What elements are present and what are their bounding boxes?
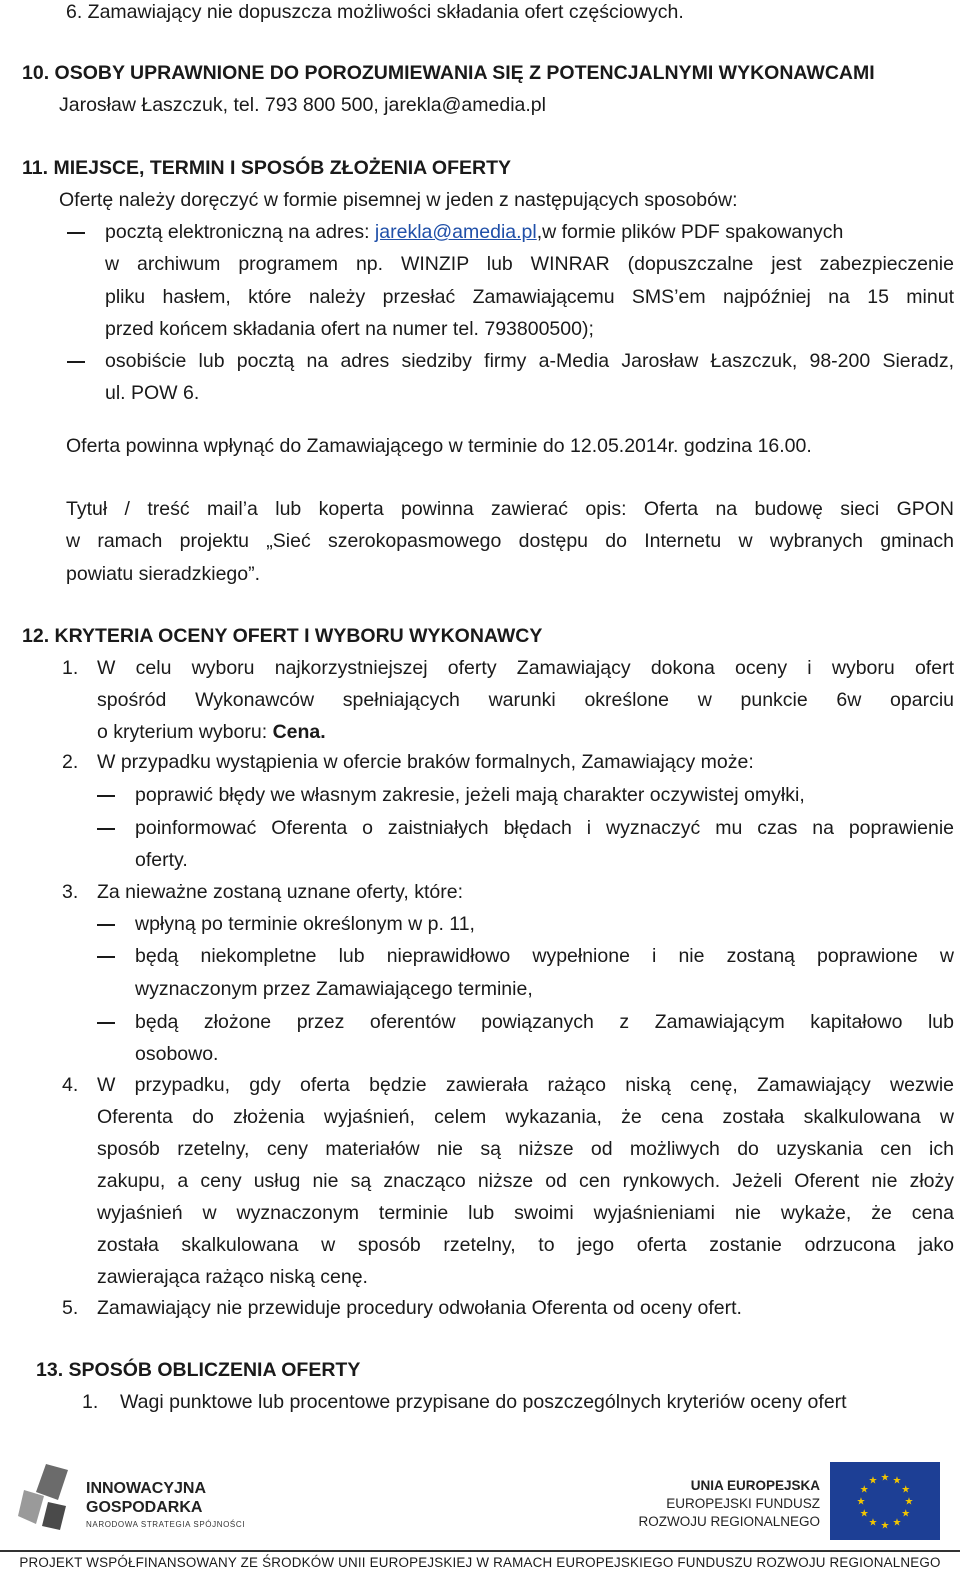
bullet-email-text-2: ,w formie plików PDF spakowanych bbox=[536, 221, 844, 243]
point-4-line1: W przypadku, gdy oferta będzie zawierała rażąco niską cenę, Zamawiający wezwie bbox=[97, 1074, 954, 1096]
title-desc-line2: w ramach projektu „Sieć szerokopasmowego dostępu do Internetu w wybranych gminach bbox=[66, 530, 954, 552]
point-3-line1: Za nieważne zostaną uznane oferty, które: bbox=[97, 881, 464, 903]
point-3-bullet-3-line1: będą złożone przez oferentów powiązanych z Zamawiającym kapitałowo lub bbox=[135, 1011, 954, 1033]
heading-13: 13. SPOSÓB OBLICZENIA OFERTY bbox=[36, 1359, 361, 1381]
bullet-dash bbox=[97, 924, 115, 926]
point-3-bullet-2-line2: wyznaczonym przez Zamawiającego terminie, bbox=[135, 978, 533, 1000]
heading-12: 12. KRYTERIA OCENY OFERT I WYBORU WYKONAWCY bbox=[22, 625, 543, 647]
list-number: 1. bbox=[62, 657, 79, 679]
title-desc-line1: Tytuł / treść mail’a lub koperta powinna zawierać opis: Oferta na budowę sieci GPON bbox=[66, 498, 954, 520]
bullet-email-line2: w archiwum programem np. WINZIP lub WINRAR (dopuszczalne jest zabezpieczenie bbox=[105, 253, 954, 275]
list-number: 4. bbox=[62, 1074, 79, 1096]
bullet-dash bbox=[97, 1022, 115, 1024]
ig-logo-line1: INNOWACYJNA bbox=[86, 1480, 207, 1497]
bullet-dash bbox=[97, 795, 115, 797]
bullet-post-line2: ul. POW 6. bbox=[105, 382, 200, 404]
point-2-bullet-1: poprawić błędy we własnym zakresie, jeżeli mają charakter oczywistej omyłki, bbox=[135, 784, 805, 806]
contact-line: Jarosław Łaszczuk, tel. 793 800 500, jarekla@amedia.pl bbox=[59, 94, 546, 116]
eu-flag-icon bbox=[830, 1462, 940, 1540]
section-13-line1: Wagi punktowe lub procentowe przypisane do poszczególnych kryteriów oceny ofert bbox=[120, 1391, 847, 1413]
point-2-bullet-2-line2: oferty. bbox=[135, 849, 188, 871]
point-4-line4: zakupu, a ceny usług nie są znacząco niższe od cen rynkowych. Jeżeli Oferent nie złoży bbox=[97, 1170, 954, 1192]
eu-star-icon: ★ bbox=[892, 1517, 902, 1529]
eu-text-line2: EUROPEJSKI FUNDUSZ bbox=[666, 1496, 820, 1511]
title-desc-line3: powiatu sieradzkiego”. bbox=[66, 563, 261, 585]
list-number: 1. bbox=[82, 1391, 99, 1413]
bullet-email-line1 bbox=[105, 216, 954, 248]
point-1-line3 bbox=[97, 716, 326, 748]
bullet-post-line1: osobiście lub pocztą na adres siedziby firmy a-Media Jarosław Łaszczuk, 98-200 Sieradz, bbox=[105, 350, 954, 372]
point-4-line6: została skalkulowana w sposób rzetelny, to jego oferta zostanie odrzucona jako bbox=[97, 1234, 954, 1256]
eu-star-icon: ★ bbox=[904, 1496, 914, 1508]
point-4-line5: wyjaśnień w wyznaczonym terminie lub swoimi wyjaśnieniami nie wykaże, że cena bbox=[97, 1202, 954, 1224]
deadline-line: Oferta powinna wpłynąć do Zamawiającego w terminie do 12.05.2014r. godzina 16.00. bbox=[66, 435, 812, 457]
bullet-email-line3: pliku hasłem, które należy przesłać Zamawiającemu SMS’em najpóźniej na 15 minut bbox=[105, 286, 954, 308]
eu-star-icon: ★ bbox=[901, 1508, 911, 1520]
point-3-bullet-1: wpłyną po terminie określonym w p. 11, bbox=[135, 913, 475, 935]
point-1-line1: W celu wyboru najkorzystniejszej oferty Zamawiający dokona oceny i wyboru ofert bbox=[97, 657, 954, 679]
bullet-dash bbox=[67, 232, 85, 234]
bullet-dash bbox=[97, 956, 115, 958]
footer-text: PROJEKT WSPÓŁFINANSOWANY ZE ŚRODKÓW UNII EUROPEJSKIEJ W RAMACH EUROPEJSKIEGO FUNDUSZU ROZWOJU REGIONALNEGO bbox=[19, 1555, 941, 1570]
heading-11: 11. MIEJSCE, TERMIN I SPOSÓB ZŁOŻENIA OFERTY bbox=[22, 157, 512, 179]
eu-star-icon: ★ bbox=[901, 1484, 911, 1496]
point-2-line1: W przypadku wystąpienia w ofercie braków formalnych, Zamawiający może: bbox=[97, 751, 754, 773]
eu-star-icon: ★ bbox=[880, 1520, 890, 1532]
point-3-bullet-2-line1: będą niekompletne lub nieprawidłowo wypełnione i nie zostaną poprawione w bbox=[135, 945, 954, 967]
eu-star-icon: ★ bbox=[880, 1472, 890, 1484]
point-4-line2: Oferenta do złożenia wyjaśnień, celem wykazania, że cena została skalkulowana w bbox=[97, 1106, 954, 1128]
eu-star-icon: ★ bbox=[859, 1484, 869, 1496]
eu-star-icon: ★ bbox=[859, 1508, 869, 1520]
list-number: 3. bbox=[62, 881, 79, 903]
bullet-dash bbox=[67, 361, 85, 363]
point-1-text: o kryterium wyboru: bbox=[97, 721, 273, 743]
point-4-line7: zawierająca rażąco niską cenę. bbox=[97, 1266, 368, 1288]
ig-logo-line2: GOSPODARKA bbox=[86, 1499, 203, 1516]
list-number: 2. bbox=[62, 751, 79, 773]
eu-star-icon: ★ bbox=[868, 1517, 878, 1529]
section-11-intro: Ofertę należy doręczyć w formie pisemnej w jeden z następujących sposobów: bbox=[59, 189, 738, 211]
list-number: 5. bbox=[62, 1297, 79, 1319]
email-link[interactable]: jarekla@amedia.pl bbox=[374, 221, 537, 243]
innowacyjna-gospodarka-logo-icon bbox=[18, 1462, 80, 1532]
bullet-email-text: pocztą elektroniczną na adres: bbox=[105, 221, 370, 243]
eu-star-icon: ★ bbox=[856, 1496, 866, 1508]
ig-logo-subtitle: NARODOWA STRATEGIA SPÓJNOŚCI bbox=[86, 1520, 246, 1529]
point-3-bullet-3-line2: osobowo. bbox=[135, 1043, 219, 1065]
point-5-line1: Zamawiający nie przewiduje procedury odwołania Oferenta od oceny ofert. bbox=[97, 1297, 742, 1319]
point-4-line3: sposób rzetelny, ceny materiałów nie są niższe od możliwych do uzyskania cen ich bbox=[97, 1138, 954, 1160]
eu-text-line1: UNIA EUROPEJSKA bbox=[690, 1478, 820, 1493]
criterion-price: Cena. bbox=[272, 721, 326, 743]
point-1-line2: spośród Wykonawców spełniających warunki określone w punkcie 6w oparciu bbox=[97, 689, 954, 711]
eu-text-line3: ROZWOJU REGIONALNEGO bbox=[638, 1514, 820, 1529]
item-6: 6. Zamawiający nie dopuszcza możliwości składania ofert częściowych. bbox=[66, 1, 684, 23]
heading-10: 10. OSOBY UPRAWNIONE DO POROZUMIEWANIA SIĘ Z POTENCJALNYMI WYKONAWCAMI bbox=[22, 62, 875, 84]
eu-star-icon: ★ bbox=[868, 1475, 878, 1487]
bullet-email-line4: przed końcem składania ofert na numer tel. 793800500); bbox=[105, 318, 594, 340]
eu-star-icon: ★ bbox=[892, 1475, 902, 1487]
bullet-dash bbox=[97, 828, 115, 830]
point-2-bullet-2-line1: poinformować Oferenta o zaistniałych błędach i wyznaczyć mu czas na poprawienie bbox=[135, 817, 954, 839]
